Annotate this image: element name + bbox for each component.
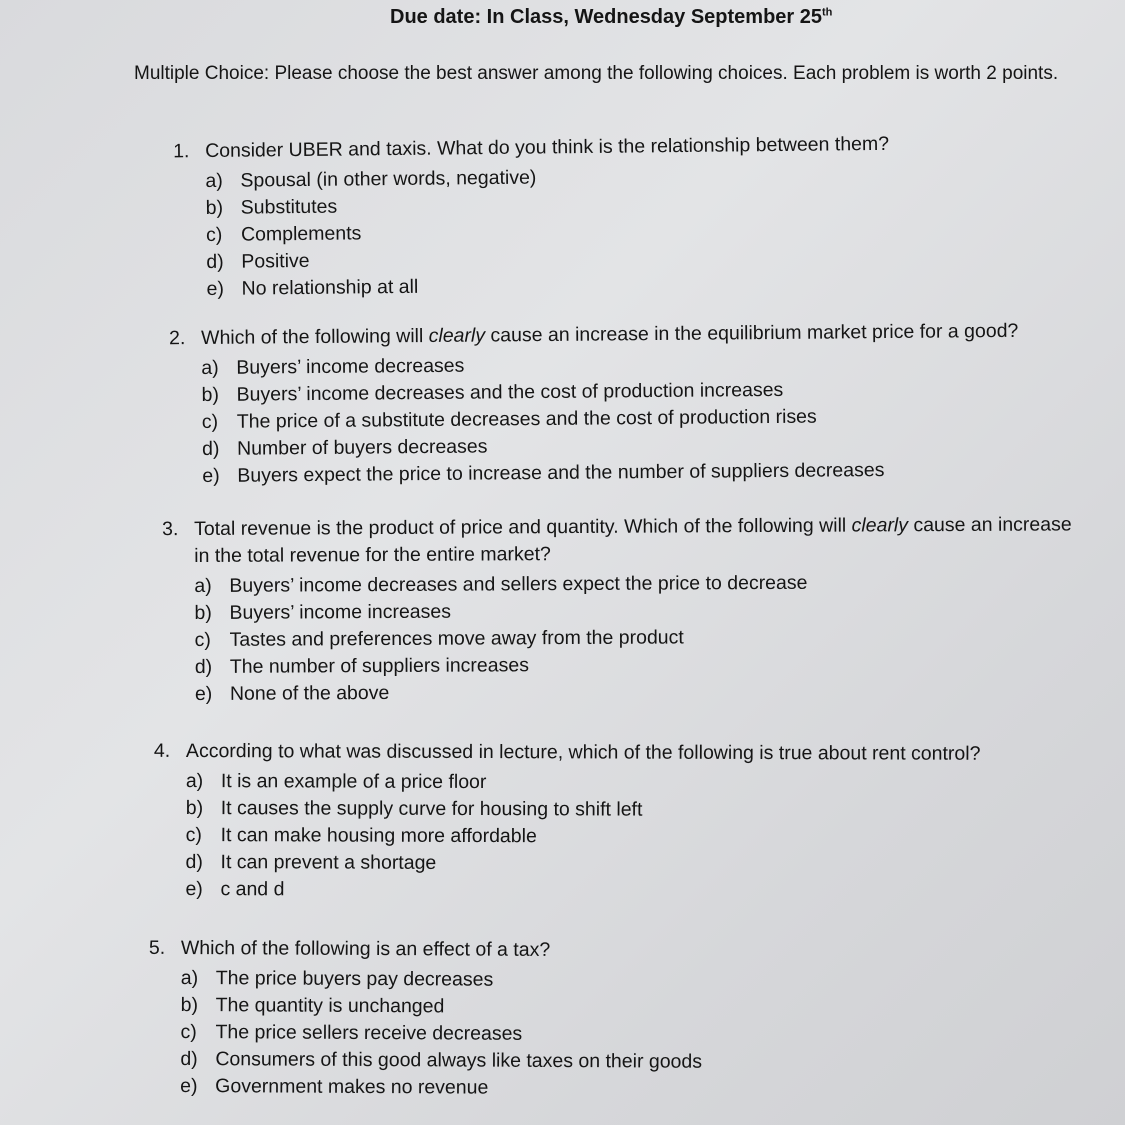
choice-e[interactable] (185, 876, 1085, 906)
choice-letter: a) (205, 169, 223, 192)
choice-letter: d) (206, 250, 224, 273)
choice-b[interactable] (186, 795, 1086, 825)
choice-d[interactable] (186, 849, 1086, 879)
question-stem (148, 935, 1081, 967)
choice-letter: a) (201, 356, 219, 379)
choice-letter: a) (185, 769, 204, 793)
choice-letter: e) (206, 277, 225, 300)
question-text (201, 317, 1101, 352)
choice-text: Buyers’ income decreases and the cost of production increases (236, 378, 784, 406)
choice-letter: b) (205, 196, 224, 219)
choice-letter: d) (194, 655, 213, 678)
choice-letter: b) (180, 993, 199, 1017)
question-text-part: According to what was discussed in lecture, which of the following is true about rent control? (185, 740, 981, 765)
instructions: Multiple Choice: Please choose the best answer among the following choices. Each problem is worth 2 points. (134, 63, 1059, 84)
choice-letter: e) (202, 464, 220, 487)
choice-text: Buyers’ income increases (229, 600, 452, 624)
choice-text: It can make housing more affordable (220, 824, 537, 848)
question-stem (153, 738, 1086, 768)
choice-text: Substitutes (240, 195, 338, 219)
choice-text: The price buyers pay decreases (215, 967, 494, 991)
choice-letter: d) (185, 850, 203, 874)
emphasis-clearly: clearly (851, 514, 909, 537)
choice-letter: e) (194, 682, 213, 705)
choice-text: Tastes and preferences move away from the product (229, 626, 684, 651)
choice-text: It causes the supply curve for housing to shift left (220, 797, 643, 821)
choice-text: Buyers’ income decreases and sellers expect the price to decrease (229, 571, 808, 597)
question-1 (173, 129, 1097, 303)
question-text-part: cause an increase in the total revenue for the entire market? (194, 513, 1072, 567)
choice-letter: c) (194, 628, 211, 651)
choice-text: The price sellers receive decreases (215, 1021, 523, 1045)
choice-text: Consumers of this good always like taxes on their goods (215, 1048, 703, 1073)
choice-list (205, 159, 1096, 303)
question-3 (162, 511, 1085, 708)
question-text (194, 511, 1084, 570)
choice-letter: a) (194, 574, 212, 597)
choice-letter: c) (201, 410, 219, 433)
due-date-text: Due date: In Class, Wednesday September 25 (390, 6, 823, 28)
question-2 (169, 317, 1102, 490)
question-number: 1. (173, 140, 190, 163)
choice-letter: c) (185, 823, 202, 847)
choice-letter: e) (180, 1074, 198, 1098)
question-text (181, 935, 1081, 967)
choice-text: The number of suppliers increases (229, 654, 529, 678)
choice-letter: b) (201, 383, 220, 406)
choice-text: It is an example of a price floor (220, 770, 487, 794)
choice-c[interactable] (186, 822, 1086, 852)
choice-list (194, 568, 1085, 708)
question-4 (153, 738, 1086, 906)
choice-text: Buyers expect the price to increase and the number of suppliers decreases (237, 459, 885, 487)
question-stem (162, 511, 1084, 570)
question-text-part: cause an increase in the equilibrium market price for a good? (484, 319, 1019, 347)
emphasis-clearly: clearly (428, 324, 486, 348)
choice-text: The price of a substitute decreases and the cost of production rises (236, 405, 817, 433)
question-text-part: Total revenue is the product of price and quantity. Which of the following will (194, 514, 852, 540)
choice-letter: c) (205, 223, 223, 246)
question-number: 4. (153, 739, 171, 762)
choice-text: c and d (220, 878, 285, 901)
question-number: 3. (162, 518, 179, 541)
choice-text: Number of buyers decreases (236, 435, 488, 460)
choice-text: Buyers’ income decreases (236, 354, 465, 379)
choice-letter: c) (180, 1020, 197, 1044)
choice-letter: a) (180, 966, 199, 990)
question-number: 5. (148, 936, 166, 959)
choice-letter: d) (180, 1047, 198, 1071)
choice-text: None of the above (229, 681, 390, 705)
choice-letter: b) (185, 796, 204, 820)
choice-text: The quantity is unchanged (215, 994, 445, 1018)
question-number: 2. (169, 327, 186, 350)
question-text-part: Which of the following will (201, 325, 429, 349)
choice-list (180, 965, 1081, 1105)
question-text-part: Consider UBER and taxis. What do you think is the relationship between them? (205, 132, 890, 162)
choice-text: No relationship at all (241, 275, 419, 300)
choice-letter: e) (185, 877, 203, 901)
choice-text: Spousal (in other words, negative) (240, 166, 537, 192)
question-text (186, 738, 1086, 768)
question-stem (169, 317, 1101, 352)
choice-text: It can prevent a shortage (220, 851, 437, 874)
due-date-heading (390, 6, 832, 29)
choice-list (201, 347, 1102, 490)
choice-text: Government makes no revenue (215, 1075, 489, 1099)
due-date-superscript: th (822, 6, 833, 19)
choice-text: Positive (241, 249, 310, 273)
question-text-part: Which of the following is an effect of a tax? (180, 937, 551, 961)
choice-e[interactable] (195, 676, 1085, 708)
choice-letter: d) (201, 437, 220, 460)
choice-a[interactable] (186, 768, 1086, 798)
choice-e[interactable] (180, 1073, 1080, 1105)
choice-letter: b) (194, 601, 212, 624)
question-5 (148, 935, 1081, 1105)
choice-list (185, 768, 1085, 906)
choice-text: Complements (240, 222, 362, 246)
